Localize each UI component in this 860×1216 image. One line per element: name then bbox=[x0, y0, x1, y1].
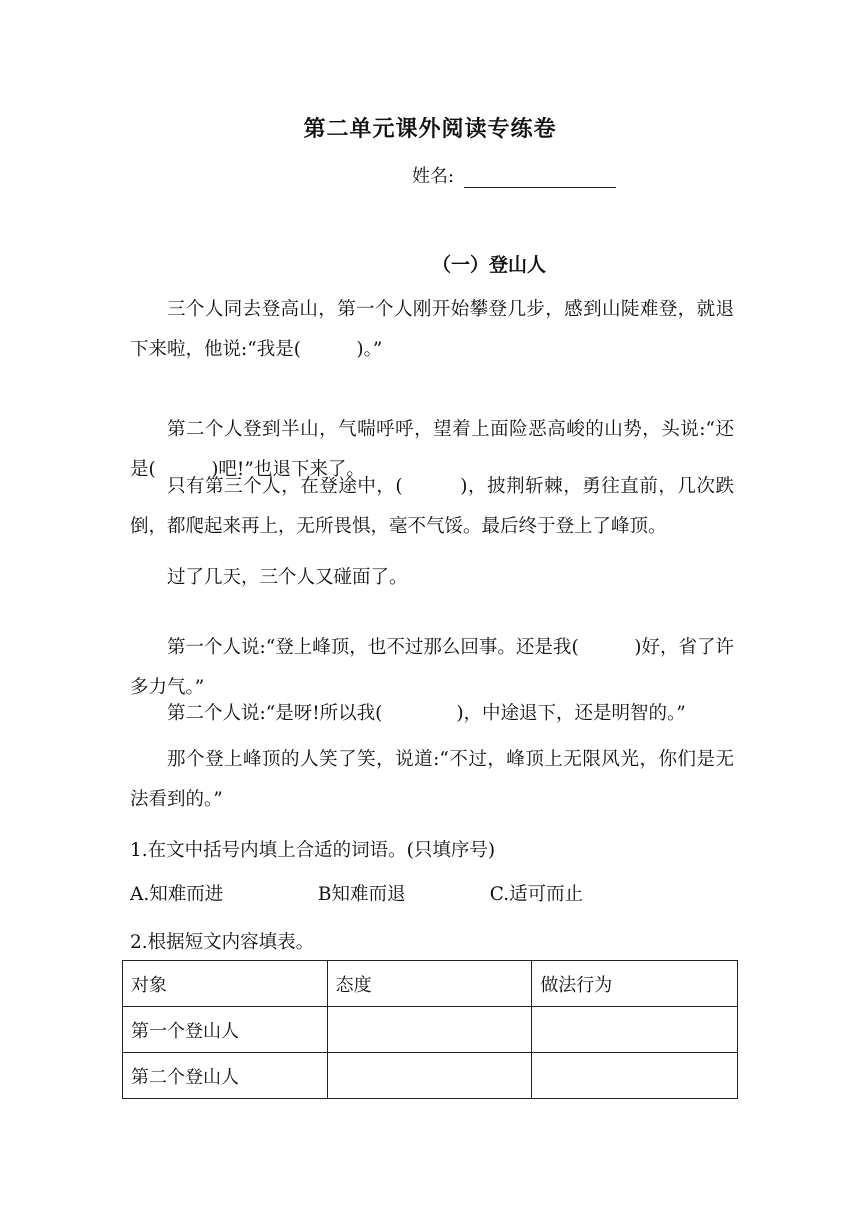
table-cell: 第一个登山人 bbox=[123, 1007, 328, 1053]
paragraph-7: 那个登上峰顶的人笑了笑，说道:“不过，峰顶上无限风光，你们是无法看到的。” bbox=[130, 749, 734, 810]
option-b: B知难而退 bbox=[317, 884, 406, 905]
table-header-cell: 态度 bbox=[327, 961, 532, 1007]
paragraph-6: 第二个人说:“是呀!所以我( )，中途退下，还是明智的。” bbox=[167, 703, 686, 724]
paragraph-5: 第一个人说:“登上峰顶，也不过那么回事。还是我( )好，省了许多力气。” bbox=[130, 637, 734, 698]
section-title: （一）登山人 bbox=[431, 254, 546, 276]
table-header-cell: 做法行为 bbox=[532, 961, 738, 1007]
paragraph-3: 只有第三个人，在登途中，( )，披荆斩棘，勇往直前，几次跌倒，都爬起来再上，无所畏惧，毫不气馁。最后终于登上了峰顶。 bbox=[130, 476, 734, 537]
answer-options bbox=[130, 880, 583, 906]
option-a: A.知难而进 bbox=[130, 884, 224, 905]
table-row bbox=[123, 1007, 738, 1053]
option-c: C.适可而止 bbox=[489, 884, 584, 905]
paragraph-4: 过了几天，三个人又碰面了。 bbox=[167, 567, 408, 588]
question-2: 2.根据短文内容填表。 bbox=[130, 932, 315, 953]
table-cell: 第二个登山人 bbox=[123, 1053, 328, 1099]
table-cell[interactable] bbox=[532, 1053, 738, 1099]
table-cell[interactable] bbox=[327, 1007, 532, 1053]
table-header-cell: 对象 bbox=[123, 961, 328, 1007]
table-header-row bbox=[123, 961, 738, 1007]
table-cell[interactable] bbox=[532, 1007, 738, 1053]
table-row bbox=[123, 1053, 738, 1099]
name-row bbox=[412, 162, 616, 188]
name-blank[interactable] bbox=[464, 169, 616, 188]
page-title: 第二单元课外阅读专练卷 bbox=[303, 116, 557, 142]
answer-table bbox=[122, 960, 738, 1099]
paragraph-2: 第二个人登到半山，气喘呼呼，望着上面险恶高峻的山势，头说:“还是( )吧!”也退下来了。 bbox=[130, 419, 734, 480]
paragraph-1: 三个人同去登高山，第一个人刚开始攀登几步，感到山陡难登，就退下来啦，他说:“我是( )。” bbox=[130, 299, 734, 360]
name-label: 姓名: bbox=[412, 166, 455, 187]
question-1: 1.在文中括号内填上合适的词语。(只填序号) bbox=[130, 840, 496, 861]
table-cell[interactable] bbox=[327, 1053, 532, 1099]
